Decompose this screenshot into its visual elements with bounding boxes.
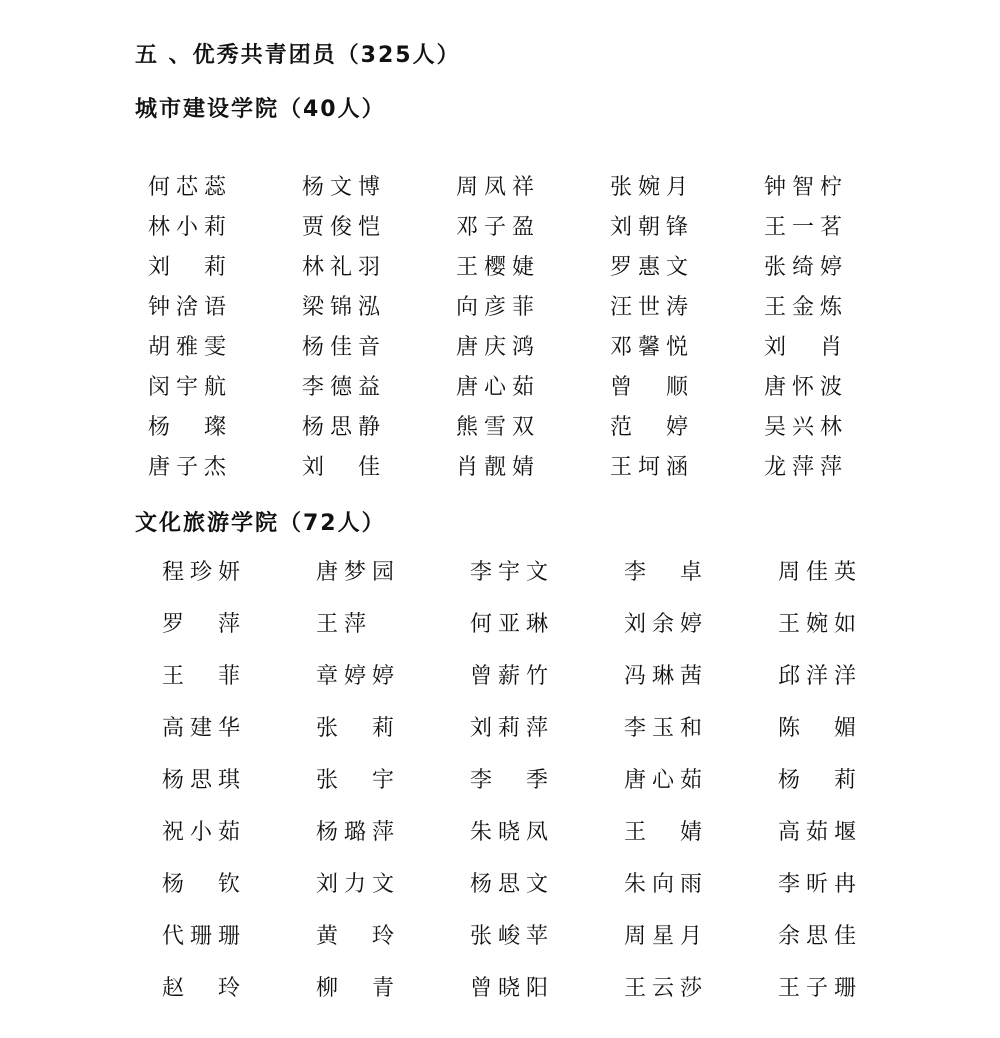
member-name: 祝小茹	[162, 820, 247, 845]
section-heading-culture-tourism: 文化旅游学院（72人）	[135, 511, 386, 536]
member-name: 邓馨悦	[610, 335, 695, 360]
member-name: 王 婧	[624, 820, 709, 845]
member-name: 刘 肖	[764, 335, 849, 360]
member-name: 张绮婷	[764, 255, 849, 280]
member-name: 杨 莉	[778, 768, 863, 793]
member-name: 代珊珊	[162, 924, 247, 949]
member-name: 梁锦泓	[302, 295, 387, 320]
member-name: 周凤祥	[456, 175, 541, 200]
member-name: 李德益	[302, 375, 387, 400]
member-name: 刘 莉	[148, 255, 233, 280]
member-name: 刘 佳	[302, 455, 387, 480]
member-name: 杨文博	[302, 175, 387, 200]
member-name: 周佳英	[778, 560, 863, 585]
member-name: 王婉如	[778, 612, 863, 637]
member-name: 何芯蕊	[148, 175, 233, 200]
member-name: 陈 媚	[778, 716, 863, 741]
member-name: 王金炼	[764, 295, 849, 320]
member-name: 王子珊	[778, 976, 863, 1001]
member-name: 向彦菲	[456, 295, 541, 320]
name-list-culture-tourism	[162, 557, 932, 1025]
member-name: 唐心茹	[456, 375, 541, 400]
member-name: 刘莉萍	[470, 716, 555, 741]
member-name: 邓子盈	[456, 215, 541, 240]
member-name: 杨佳音	[302, 335, 387, 360]
member-name: 钟涻语	[148, 295, 233, 320]
member-name: 熊雪双	[456, 415, 541, 440]
member-name: 杨 璨	[148, 415, 233, 440]
section-heading-urban-construction: 城市建设学院（40人）	[135, 97, 386, 122]
member-name: 李宇文	[470, 560, 555, 585]
member-name: 唐庆鸿	[456, 335, 541, 360]
member-name: 余思佳	[778, 924, 863, 949]
member-name: 杨思文	[470, 872, 555, 897]
member-name: 刘余婷	[624, 612, 709, 637]
member-name: 唐梦园	[316, 560, 401, 585]
member-name: 黄 玲	[316, 924, 401, 949]
member-name: 闵宇航	[148, 375, 233, 400]
member-name: 王一茗	[764, 215, 849, 240]
member-name: 唐子杰	[148, 455, 233, 480]
member-name: 高茹堰	[778, 820, 863, 845]
member-name: 唐心茹	[624, 768, 709, 793]
member-name: 张 莉	[316, 716, 401, 741]
member-name: 李 卓	[624, 560, 709, 585]
member-name: 张峻苹	[470, 924, 555, 949]
member-name: 林礼羽	[302, 255, 387, 280]
member-name: 曾 顺	[610, 375, 695, 400]
member-name: 罗惠文	[610, 255, 695, 280]
member-name: 李 季	[470, 768, 555, 793]
member-name: 曾晓阳	[470, 976, 555, 1001]
member-name: 刘朝锋	[610, 215, 695, 240]
member-name: 肖靓婧	[456, 455, 541, 480]
member-name: 王樱婕	[456, 255, 541, 280]
member-name: 林小莉	[148, 215, 233, 240]
member-name: 朱向雨	[624, 872, 709, 897]
member-name: 曾薪竹	[470, 664, 555, 689]
member-name: 杨思琪	[162, 768, 247, 793]
member-name: 周星月	[624, 924, 709, 949]
member-name: 范 婷	[610, 415, 695, 440]
member-name: 柳 青	[316, 976, 401, 1001]
member-name: 程珍妍	[162, 560, 247, 585]
member-name: 杨思静	[302, 415, 387, 440]
member-name: 冯琳茜	[624, 664, 709, 689]
member-name: 朱晓凤	[470, 820, 555, 845]
member-name: 赵 玲	[162, 976, 247, 1001]
member-name: 何亚琳	[470, 612, 555, 637]
member-name: 王云莎	[624, 976, 709, 1001]
member-name: 王坷涵	[610, 455, 695, 480]
member-name: 唐怀波	[764, 375, 849, 400]
member-name: 汪世涛	[610, 295, 695, 320]
member-name: 邱洋洋	[778, 664, 863, 689]
member-name: 吴兴林	[764, 415, 849, 440]
member-name: 龙萍萍	[764, 455, 849, 480]
member-name: 李玉和	[624, 716, 709, 741]
member-name: 贾俊恺	[302, 215, 387, 240]
page-title: 五 、优秀共青团员（325人）	[135, 43, 461, 68]
member-name: 王萍	[316, 612, 373, 637]
member-name: 李昕冉	[778, 872, 863, 897]
member-name: 胡雅雯	[148, 335, 233, 360]
member-name: 钟智柠	[764, 175, 849, 200]
member-name: 罗 萍	[162, 612, 247, 637]
member-name: 杨 钦	[162, 872, 247, 897]
member-name: 王 菲	[162, 664, 247, 689]
member-name: 刘力文	[316, 872, 401, 897]
member-name: 杨璐萍	[316, 820, 401, 845]
member-name: 章婷婷	[316, 664, 401, 689]
member-name: 张 宇	[316, 768, 401, 793]
member-name: 高建华	[162, 716, 247, 741]
name-list-urban-construction	[148, 172, 918, 492]
member-name: 张婉月	[610, 175, 695, 200]
